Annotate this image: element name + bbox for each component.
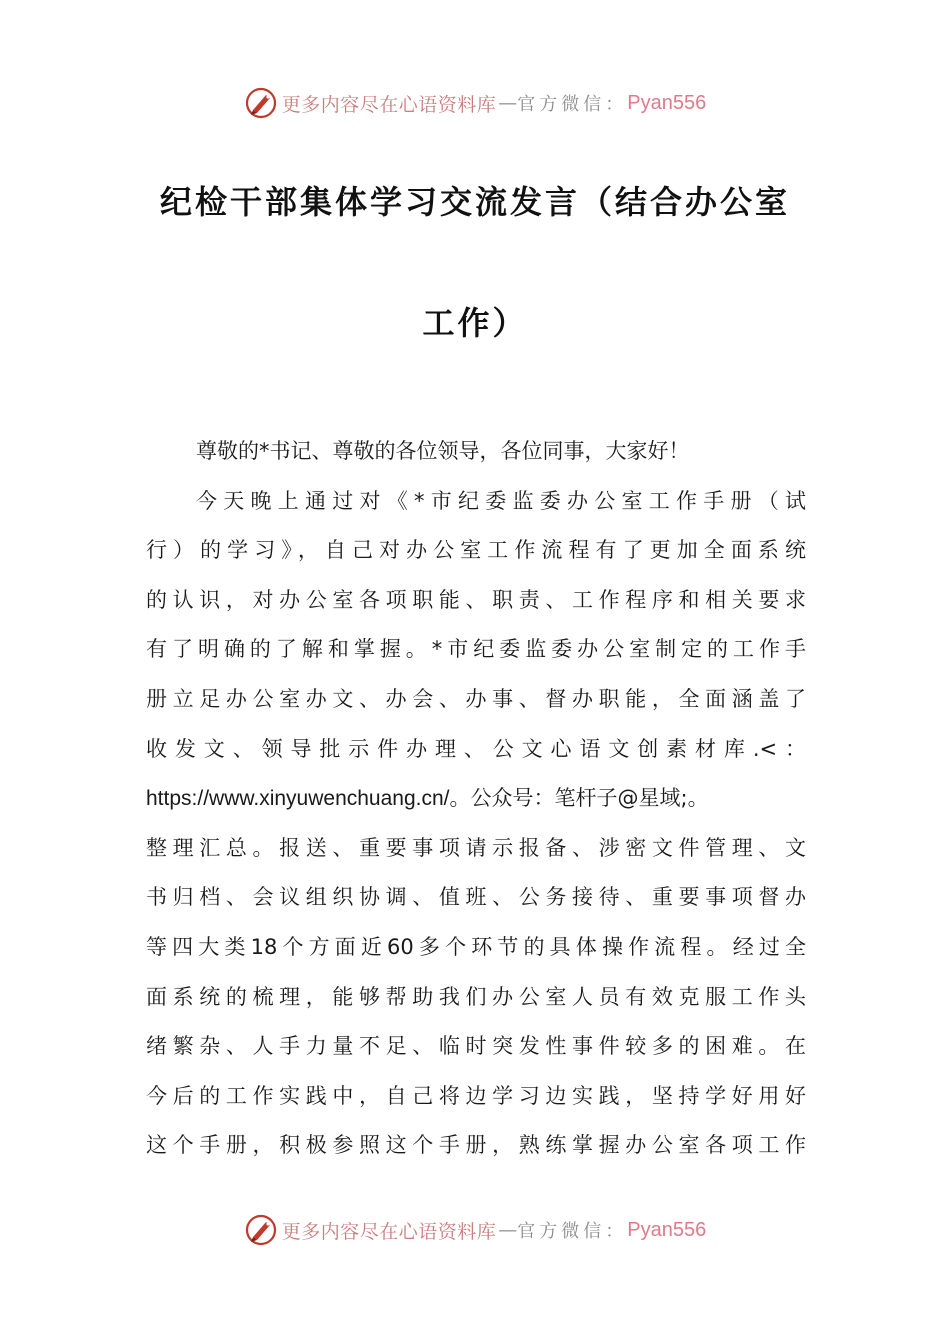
paragraph-line: 整理汇总。报送、重要事项请示报备、涉密文件管理、文: [146, 835, 806, 860]
pen-logo-icon: [244, 86, 278, 120]
document-title-line-2: 工作）: [422, 304, 528, 342]
banner-separator: —: [498, 1219, 516, 1241]
footer-banner: [0, 1210, 950, 1250]
paragraph-line: 的认识，对办公室各项职能、职责、工作程序和相关要求: [146, 587, 806, 612]
greeting-line: 尊敬的*书记、尊敬的各位领导，各位同事，大家好！: [196, 439, 690, 463]
url-suffix-text: 。公众号：笔杆子@星域;。: [449, 786, 709, 811]
banner-wechat-id: Pyan556: [627, 1218, 707, 1241]
header-banner: [0, 83, 950, 123]
paragraph-line: 这个手册，积极参照这个手册，熟练掌握办公室各项工作: [146, 1133, 806, 1158]
paragraph-line: 等四大类18个方面近60多个环节的具体操作流程。经过全: [146, 934, 806, 959]
paragraph-line: 绪繁杂、人手力量不足、临时突发性事件较多的困难。在: [146, 1034, 806, 1059]
banner-wechat-label: 官方微信：: [517, 94, 628, 115]
banner-site-text: 更多内容尽在心语资料库: [281, 1220, 497, 1243]
paragraph-line: 收发文、领导批示件办理、公文心语文创素材库.<：: [146, 736, 806, 761]
banner-wechat-label: 官方微信：: [517, 1221, 628, 1242]
pen-logo-icon: [244, 1213, 278, 1247]
paragraph-line: 有了明确的了解和掌握。*市纪委监委办公室制定的工作手: [146, 637, 806, 662]
paragraph-line: 书归档、会议组织协调、值班、公务接待、重要事项督办: [146, 885, 806, 910]
document-body: [146, 427, 806, 1171]
banner-wechat-id: Pyan556: [627, 91, 707, 114]
banner-site-text: 更多内容尽在心语资料库: [281, 93, 497, 116]
paragraph-line: 今后的工作实践中，自己将边学习边实践，坚持学好用好: [146, 1083, 806, 1108]
document-title-line-1: 纪检干部集体学习交流发言（结合办公室: [159, 183, 790, 221]
source-url-link[interactable]: https://www.xinyuwenchuang.cn/: [146, 787, 450, 811]
paragraph-line: 面系统的梳理，能够帮助我们办公室人员有效克服工作头: [146, 984, 806, 1009]
banner-separator: —: [498, 92, 516, 114]
paragraph-line: 册立足办公室办文、办会、办事、督办职能，全面涵盖了: [146, 686, 806, 711]
paragraph-line: 行）的学习》，自己对办公室工作流程有了更加全面系统: [146, 538, 806, 563]
paragraph-line: 今天晚上通过对《*市纪委监委办公室工作手册（试: [196, 488, 806, 513]
url-line: [146, 774, 806, 824]
